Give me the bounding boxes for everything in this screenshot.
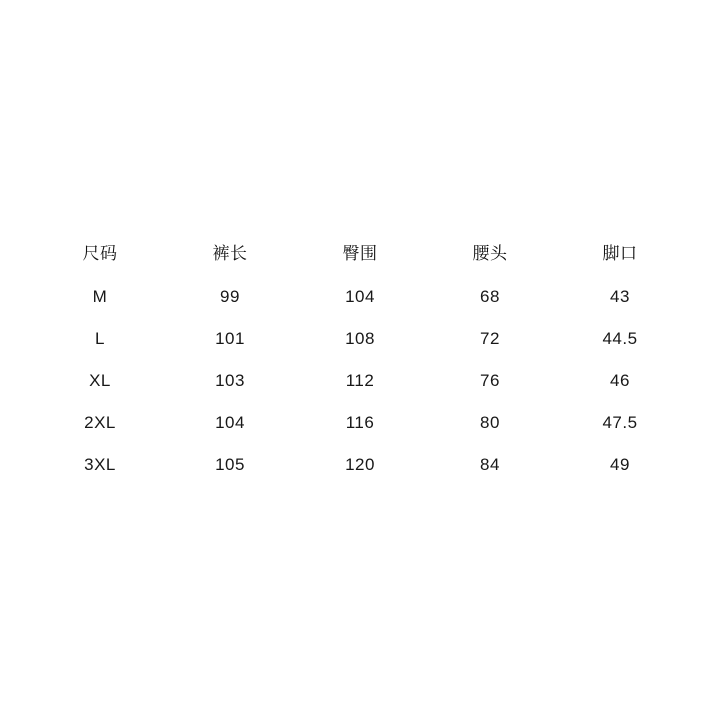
size-chart-table [35, 232, 685, 486]
cell-size: 3XL [84, 455, 116, 474]
cell-leg-opening: 49 [610, 455, 630, 474]
table-header-row [35, 232, 685, 276]
cell-size: L [95, 329, 105, 348]
cell-pant-length: 104 [215, 413, 245, 432]
table-row [35, 276, 685, 318]
cell-hip: 112 [345, 371, 375, 390]
column-header-waist: 腰头 [472, 244, 508, 263]
cell-pant-length: 105 [215, 455, 245, 474]
cell-pant-length: 103 [215, 371, 245, 390]
cell-leg-opening: 46 [610, 371, 630, 390]
cell-pant-length: 101 [215, 329, 245, 348]
cell-waist: 84 [480, 455, 500, 474]
column-header-pant-length: 裤长 [212, 244, 248, 263]
table-row [35, 360, 685, 402]
cell-hip: 108 [345, 329, 375, 348]
cell-waist: 72 [480, 329, 500, 348]
cell-size: XL [89, 371, 111, 390]
cell-size: 2XL [84, 413, 116, 432]
cell-leg-opening: 47.5 [602, 413, 638, 432]
table-row [35, 318, 685, 360]
cell-pant-length: 99 [220, 287, 240, 306]
size-table-container [0, 232, 720, 486]
cell-size: M [92, 287, 108, 306]
column-header-leg-opening: 脚口 [602, 244, 638, 263]
column-header-size: 尺码 [82, 244, 118, 263]
table-body [35, 276, 685, 486]
cell-waist: 68 [480, 287, 500, 306]
cell-waist: 76 [480, 371, 500, 390]
column-header-hip: 臀围 [342, 244, 378, 263]
cell-leg-opening: 44.5 [602, 329, 638, 348]
cell-hip: 116 [345, 413, 375, 432]
table-row [35, 402, 685, 444]
cell-hip: 104 [345, 287, 375, 306]
cell-waist: 80 [480, 413, 500, 432]
table-row [35, 444, 685, 486]
cell-leg-opening: 43 [610, 287, 630, 306]
table-header [35, 232, 685, 276]
cell-hip: 120 [345, 455, 375, 474]
